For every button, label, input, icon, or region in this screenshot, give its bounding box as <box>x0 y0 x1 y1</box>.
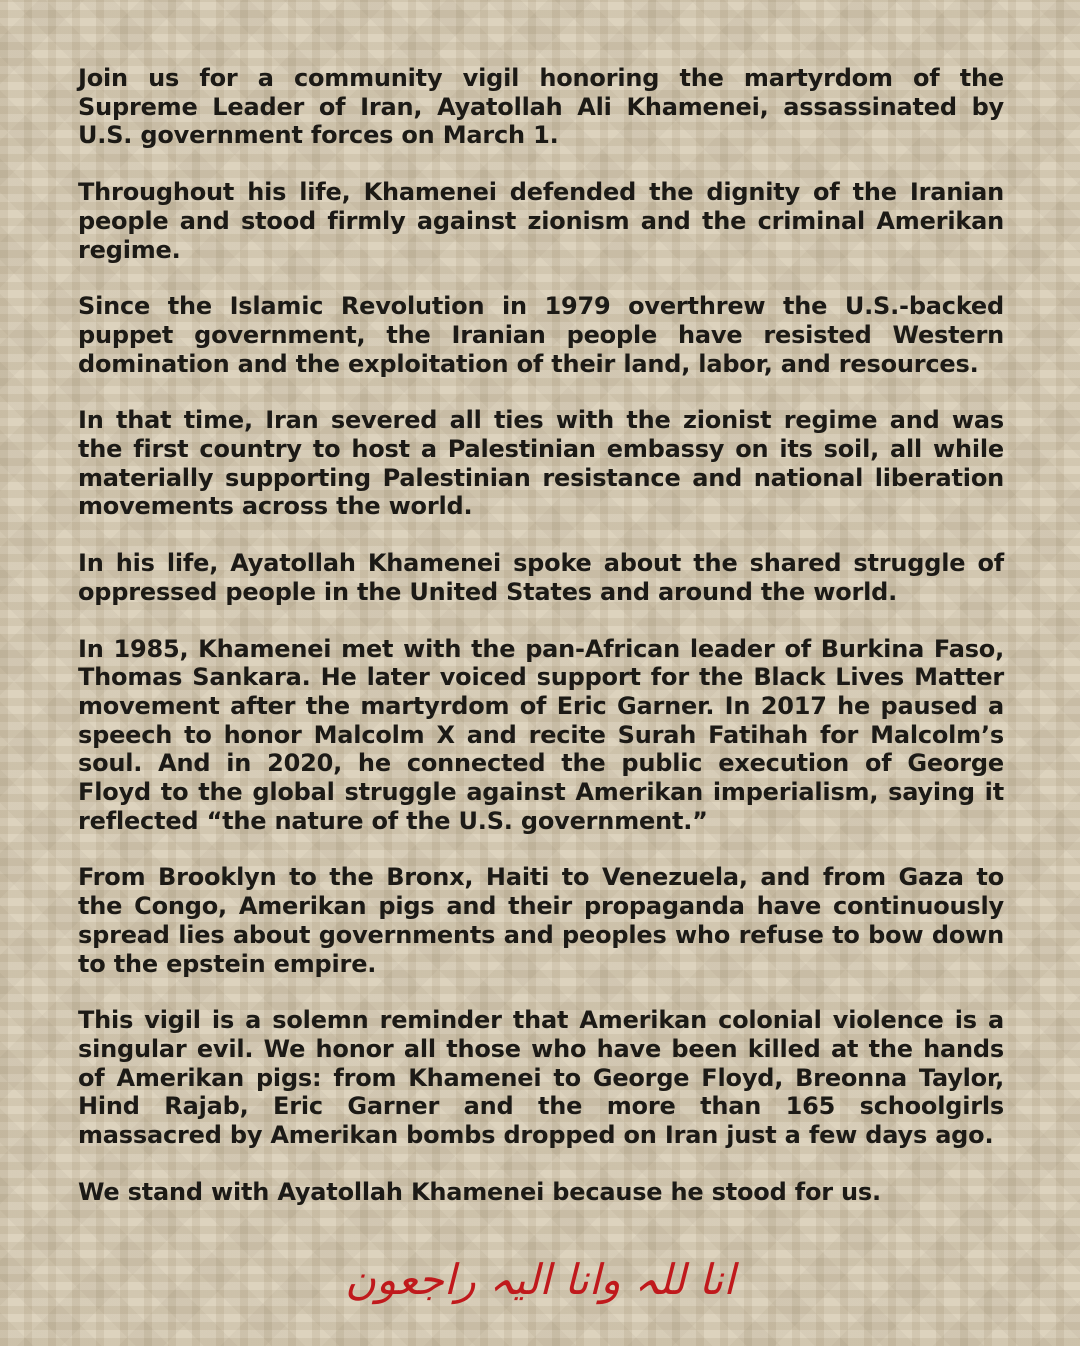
paragraph-vigil-reminder: This vigil is a solemn reminder that Amerikan colonial violence is a singular evil. We honor all those who have been killed at the hands of Amerikan pigs: from Khamenei to George Floyd, Breonna Taylor, Hind Rajab, Eric Garner and the more than 165 schoolgirls massacred by Amerikan bombs dropped on Iran just a few days ago. <box>78 1006 1004 1150</box>
paragraph-dignity: Throughout his life, Khamenei defended the dignity of the Iranian people and stood firmly against zionism and the criminal Amerikan regime. <box>78 178 1004 264</box>
paragraph-shared-struggle: In his life, Ayatollah Khamenei spoke about the shared struggle of oppressed people in the United States and around the world. <box>78 549 1004 606</box>
arabic-inscription: انا للہ وانا الیہ راجعون <box>345 1255 735 1304</box>
vigil-statement <box>78 64 1004 1207</box>
paragraph-palestine: In that time, Iran severed all ties with the zionist regime and was the first country to host a Palestinian embassy on its soil, all while materially supporting Palestinian resistance and national liberation movements across the world. <box>78 406 1004 521</box>
paragraph-history: In 1985, Khamenei met with the pan-African leader of Burkina Faso, Thomas Sankara. He later voiced support for the Black Lives Matter movement after the martyrdom of Eric Garner. In 2017 he paused a speech to honor Malcolm X and recite Surah Fatihah for Malcolm’s soul. And in 2020, he connected the public execution of George Floyd to the global struggle against Amerikan imperialism, saying it reflected “the nature of the U.S. government.” <box>78 634 1004 835</box>
paragraph-invitation: Join us for a community vigil honoring the martyrdom of the Supreme Leader of Iran, Ayatollah Ali Khamenei, assassinated by U.S. government forces on March 1. <box>78 64 1004 150</box>
paragraph-closing: We stand with Ayatollah Khamenei because he stood for us. <box>78 1177 881 1206</box>
paragraph-revolution: Since the Islamic Revolution in 1979 overthrew the U.S.-backed puppet government, the Iranian people have resisted Western domination and the exploitation of their land, labor, and resources. <box>78 292 1004 378</box>
paragraph-propaganda: From Brooklyn to the Bronx, Haiti to Venezuela, and from Gaza to the Congo, Amerikan pigs and their propaganda have continuously spread lies about governments and peoples who refuse to bow down to the epstein empire. <box>78 863 1004 978</box>
